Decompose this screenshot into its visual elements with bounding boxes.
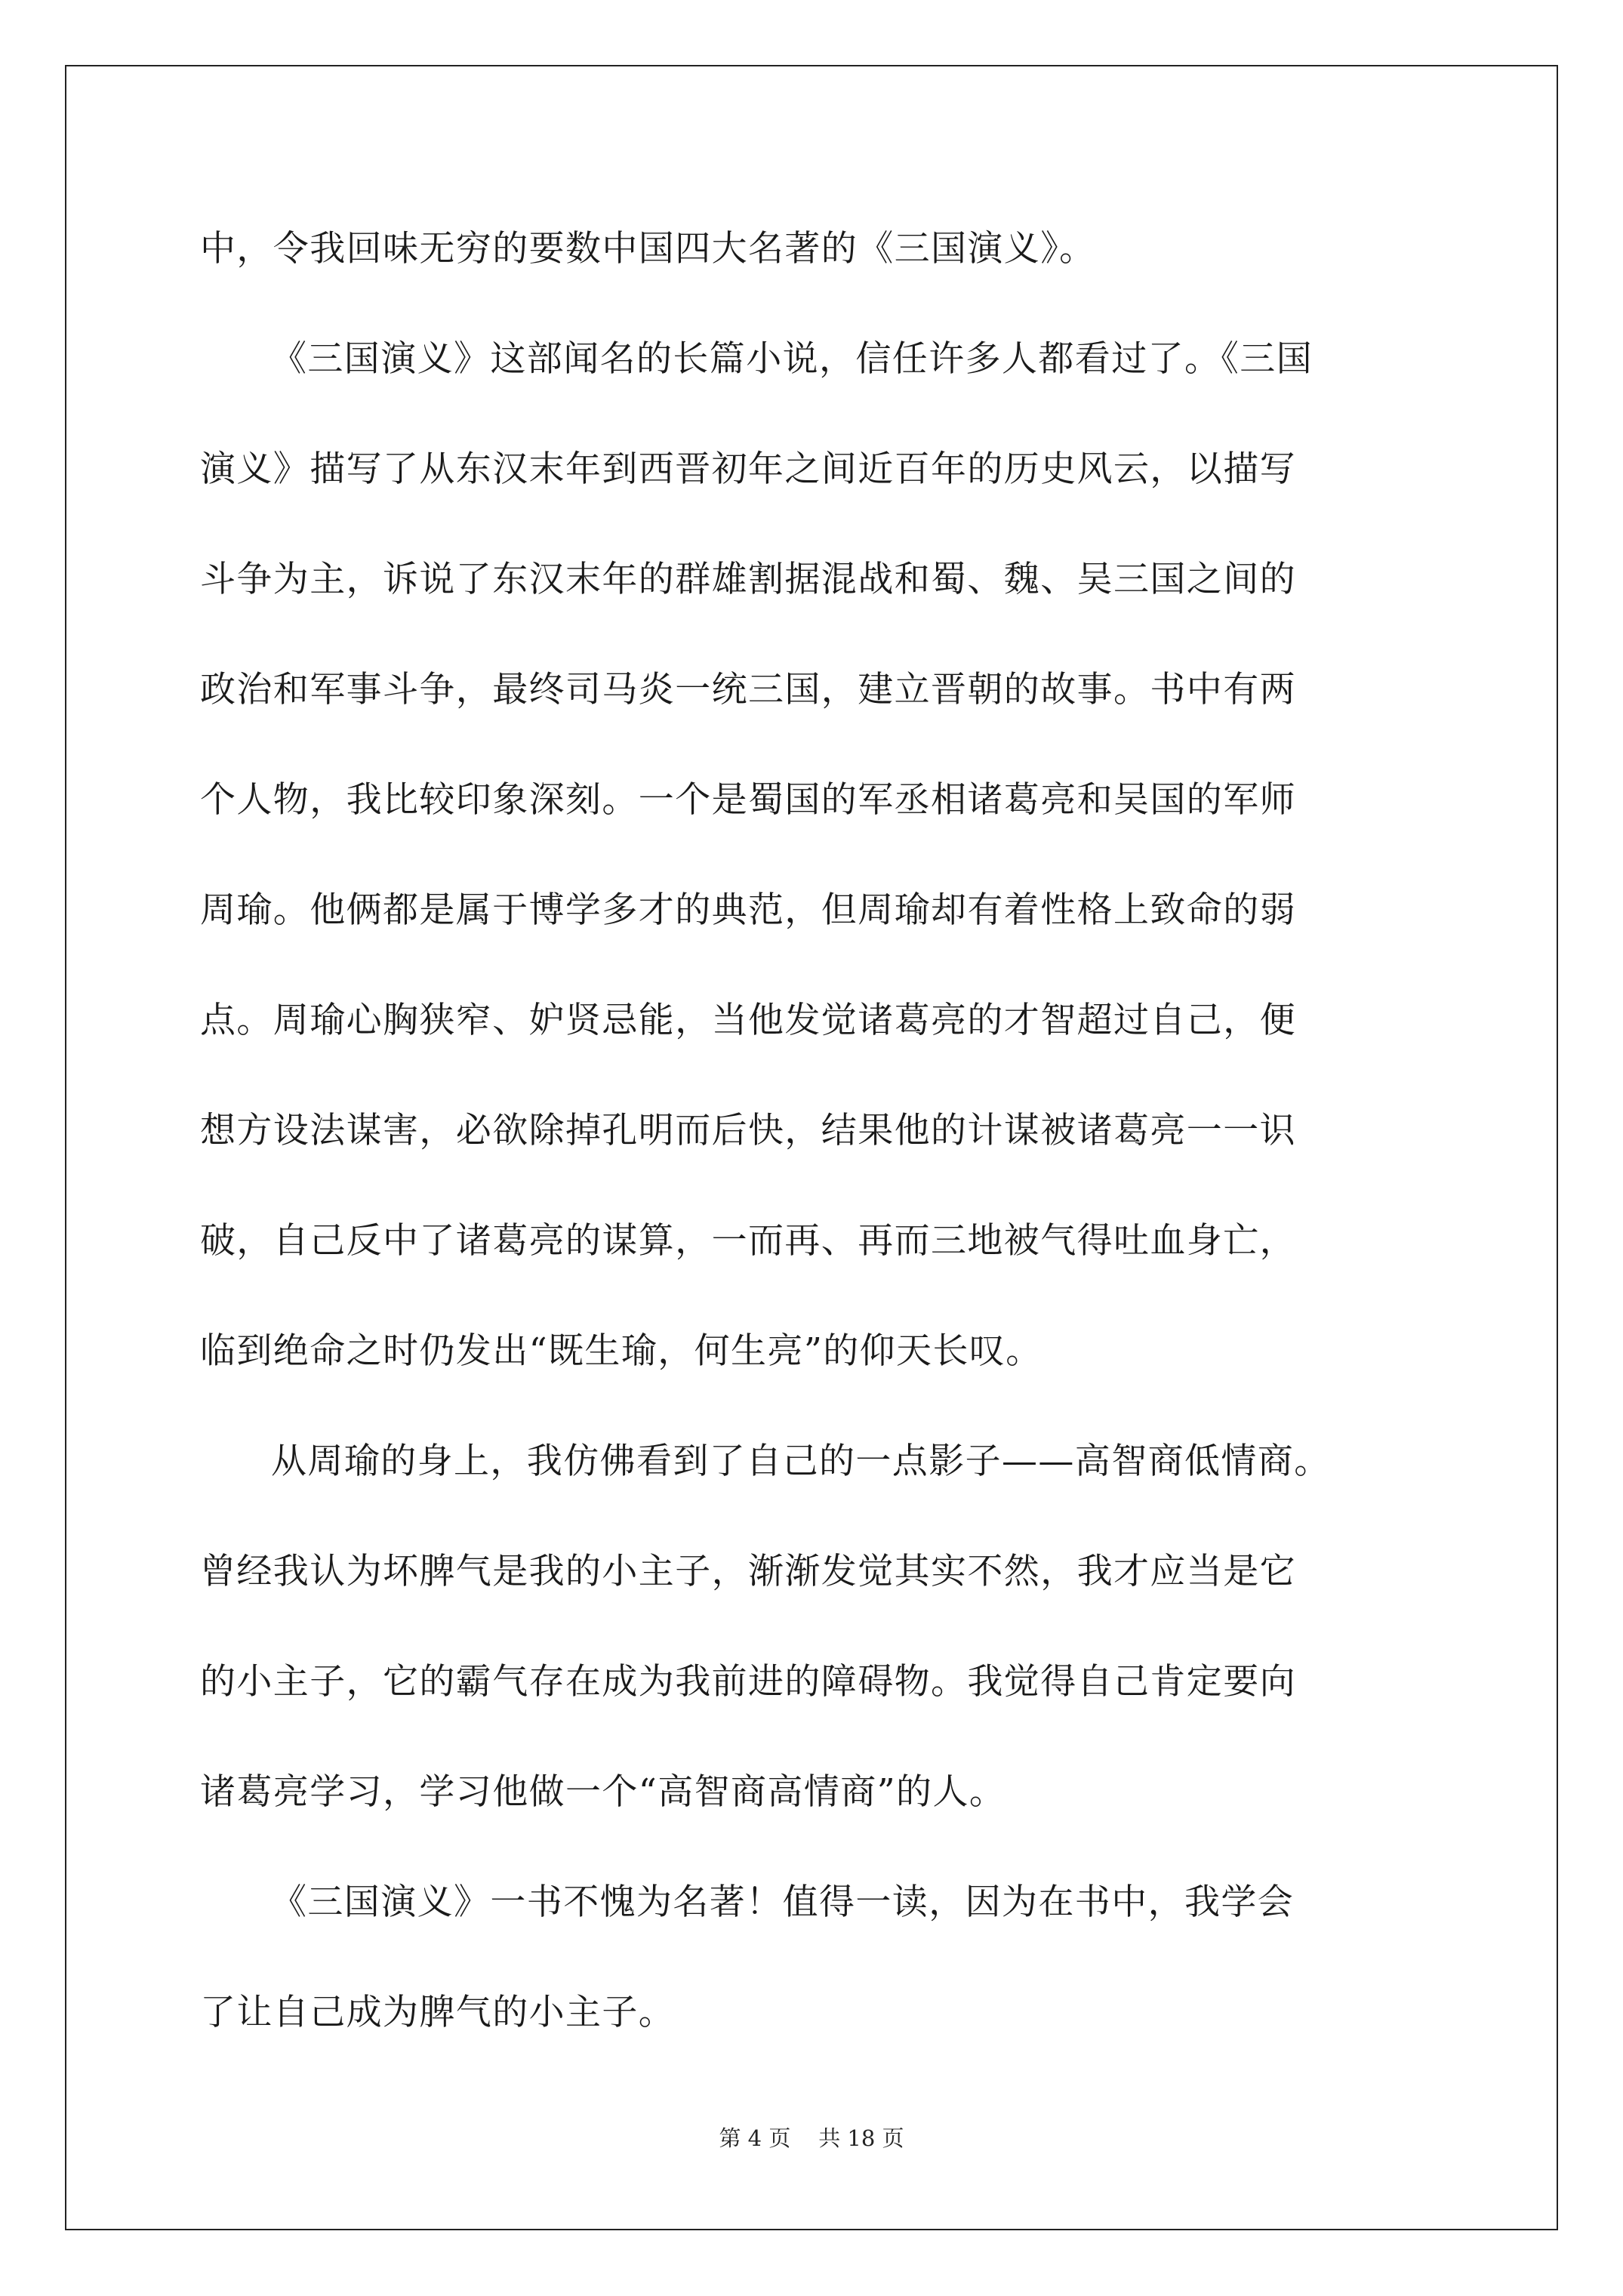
text-line: 政治和军事斗争，最终司马炎一统三国，建立晋朝的故事。书中有两 bbox=[200, 669, 1296, 710]
text-line: 临到绝命之时仍发出“既生瑜，何生亮”的仰天长叹。 bbox=[200, 1330, 1042, 1372]
text-line: 《三国演义》这部闻名的长篇小说，信任许多人都看过了。《三国 bbox=[271, 338, 1313, 380]
page-number: 第 4 页 共 18 页 bbox=[719, 2125, 904, 2151]
text-line: 想方设法谋害，必欲除掉孔明而后快，结果他的计谋被诸葛亮一一识 bbox=[200, 1110, 1296, 1151]
text-line: 诸葛亮学习，学习他做一个“高智商高情商”的人。 bbox=[200, 1771, 1006, 1813]
text-line: 演义》描写了从东汉末年到西晋初年之间近百年的历史风云，以描写 bbox=[200, 448, 1296, 490]
text-line: 周瑜。他俩都是属于博学多才的典范，但周瑜却有着性格上致命的弱 bbox=[200, 889, 1296, 931]
text-line: 中，令我回味无穷的要数中国四大名著的《三国演义》。 bbox=[200, 228, 1096, 270]
text-line: 点。周瑜心胸狭窄、妒贤忌能，当他发觉诸葛亮的才智超过自己，便 bbox=[200, 1000, 1296, 1041]
text-line: 破，自己反中了诸葛亮的谋算，一而再、再而三地被气得吐血身亡， bbox=[200, 1220, 1296, 1262]
text-line: 曾经我认为坏脾气是我的小主子，渐渐发觉其实不然，我才应当是它 bbox=[200, 1551, 1296, 1592]
text-line: 斗争为主，诉说了东汉末年的群雄割据混战和蜀、魏、吴三国之间的 bbox=[200, 559, 1296, 600]
text-line: 从周瑜的身上，我仿佛看到了自己的一点影子——高智商低情商。 bbox=[271, 1441, 1331, 1482]
text-line: 的小主子，它的霸气存在成为我前进的障碍物。我觉得自己肯定要向 bbox=[200, 1661, 1296, 1703]
text-line: 《三国演义》一书不愧为名著！值得一读，因为在书中，我学会 bbox=[271, 1881, 1295, 1923]
text-line: 了让自己成为脾气的小主子。 bbox=[200, 1992, 676, 2033]
text-line: 个人物，我比较印象深刻。一个是蜀国的军丞相诸葛亮和吴国的军师 bbox=[200, 779, 1296, 821]
document-body bbox=[200, 194, 1438, 2068]
